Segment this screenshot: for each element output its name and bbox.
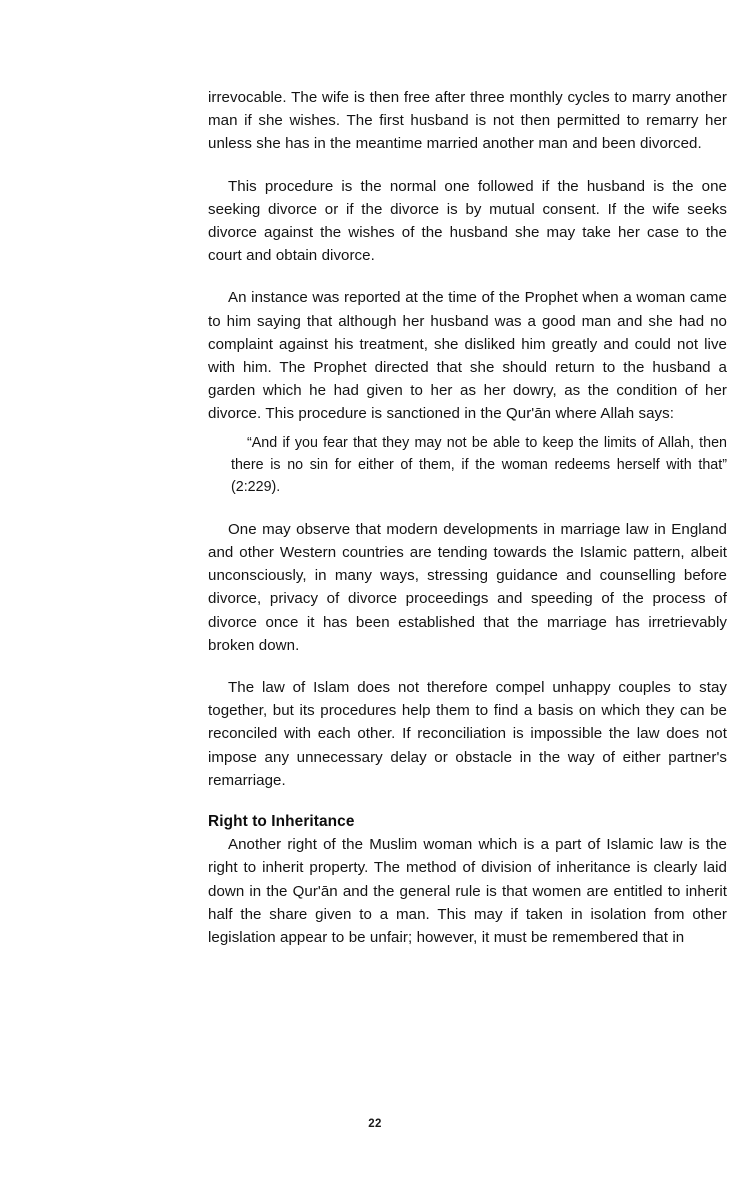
paragraph-divorce-procedure: This procedure is the normal one followed if the husband is the one seeking divorce or if the divorce is by mutual consent. If the wife seeks divorce against the wishes of the husband she may take her case to the court and obtain divorce. — [208, 177, 727, 265]
page-number: 22 — [368, 1118, 382, 1130]
section-heading-right-to-inheritance: Right to Inheritance — [208, 813, 355, 831]
quran-quotation: “And if you fear that they may not be able to keep the limits of Allah, then there is no sin for either of them, if the woman redeems herself with that” (2:229). — [231, 434, 727, 496]
paragraph-modern-developments: One may observe that modern developments in marriage law in England and other Western countries are tending towards the Islamic pattern, albeit unconsciously, in many ways, stressing guidance and counselling before divorce, privacy of divorce proceedings and speeding of the process of divorce once it has been established that the marriage has irretrievably broken down. — [208, 520, 727, 654]
paragraph-inheritance: Another right of the Muslim woman which is a part of Islamic law is the right to inherit property. The method of division of inheritance is clearly laid down in the Qur'ān and the general rule is that women are entitled to inherit half the share given to a man. This may if taken in isolation from other legislation appear to be unfair; however, it must be remembered that in — [208, 836, 727, 946]
text-column — [208, 86, 727, 968]
paragraph-irrevocable: irrevocable. The wife is then free after three monthly cycles to marry another man if she wishes. The first husband is not then permitted to remarry her unless she has in the meantime married another man and been divorced. — [208, 89, 727, 153]
paragraph-prophet-instance: An instance was reported at the time of the Prophet when a woman came to him saying that although her husband was a good man and she had no complaint against his treatment, she disliked him greatly and could not live with him. The Prophet directed that she should return to the husband a garden which he had given to her as her dowry, as the condition of her divorce. This procedure is sanctioned in the Qur'ān where Allah says: — [208, 289, 727, 423]
paragraph-law-of-islam: The law of Islam does not therefore compel unhappy couples to stay together, but its procedures help them to find a basis on which they can be reconciled with each other. If reconciliation is impossible the law does not impose any unnecessary delay or obstacle in the way of either partner's remarriage. — [208, 679, 727, 789]
